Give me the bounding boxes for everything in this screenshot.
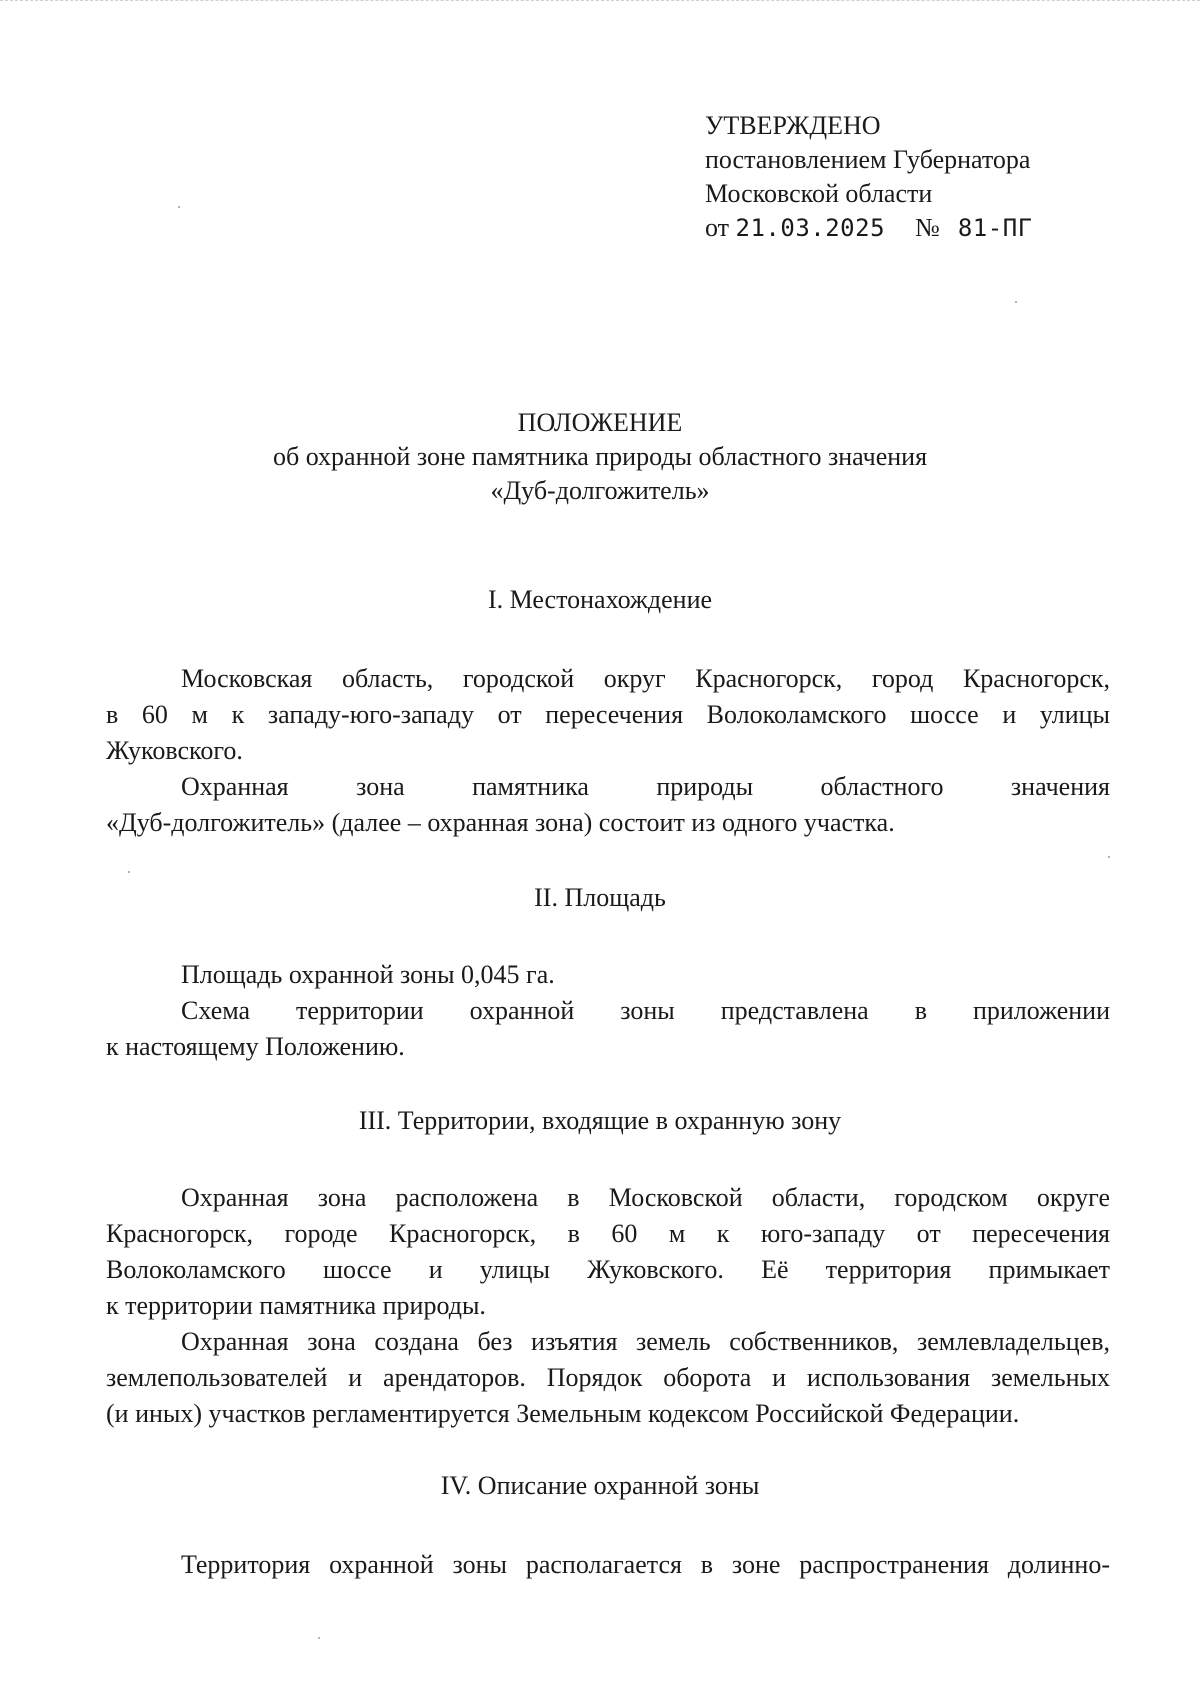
paragraph-line: (и иных) участков регламентируется Земельным кодексом Российской Федерации. [106, 1399, 1020, 1428]
paragraph-line: Схема территории охранной зоны представлена в приложении [181, 996, 1110, 1025]
approval-block [705, 109, 1033, 245]
paragraph-line: Территория охранной зоны располагается в зоне распространения долинно- [181, 1550, 1110, 1579]
paragraph-line: Охранная зона расположена в Московской области, городском округе [181, 1183, 1110, 1212]
section-1-paragraph-1 [106, 661, 1110, 769]
paragraph-line: Охранная зона памятника природы областного значения [181, 772, 1110, 801]
section-2-paragraph-2 [106, 993, 1110, 1065]
approval-date: 21.03.2025 [735, 214, 886, 242]
approval-number-sign: № [915, 213, 940, 242]
section-3-paragraph-2 [106, 1324, 1110, 1432]
approval-date-line [705, 211, 1033, 245]
scan-speck [1015, 301, 1017, 303]
section-4-paragraph-1 [106, 1547, 1110, 1583]
paragraph-line: Охранная зона создана без изъятия земель собственников, землевладельцев, [181, 1327, 1110, 1356]
section-1-heading: I. Местонахождение [487, 585, 713, 614]
section-2-paragraph-1 [106, 957, 1110, 993]
section-1-paragraph-2 [106, 769, 1110, 841]
section-3-heading: III. Территории, входящие в охранную зону [358, 1106, 842, 1135]
title-subject: об охранной зоне памятника природы областного значения [272, 442, 928, 471]
title-main: ПОЛОЖЕНИЕ [517, 408, 683, 437]
approval-number: 81-ПГ [957, 214, 1033, 242]
paragraph-line: землепользователей и арендаторов. Порядок оборота и использования земельных [106, 1363, 1110, 1392]
title-object-name: «Дуб-долгожитель» [490, 476, 710, 505]
approval-region: Московской области [705, 179, 933, 208]
approval-date-prefix: от [705, 213, 730, 242]
paragraph-line: «Дуб-долгожитель» (далее – охранная зона) состоит из одного участка. [106, 808, 895, 837]
scan-speck [1108, 856, 1110, 858]
section-2-heading: II. Площадь [534, 883, 666, 912]
paragraph-line: Волоколамского шоссе и улицы Жуковского. Её территория примыкает [106, 1255, 1110, 1284]
paragraph-line: к территории памятника природы. [106, 1291, 486, 1320]
approval-heading: УТВЕРЖДЕНО [705, 111, 881, 140]
paragraph-line: Жуковского. [106, 736, 243, 765]
scan-speck [178, 206, 180, 208]
approval-authority: постановлением Губернатора [705, 145, 1031, 174]
section-3-paragraph-1 [106, 1180, 1110, 1324]
paragraph-line: Красногорск, городе Красногорск, в 60 м к юго-западу от пересечения [106, 1219, 1110, 1248]
paragraph-line: к настоящему Положению. [106, 1032, 405, 1061]
paragraph-line: Площадь охранной зоны 0,045 га. [181, 960, 555, 989]
paragraph-line: в 60 м к западу-юго-западу от пересечения Волоколамского шоссе и улицы [106, 700, 1110, 729]
document-title [0, 406, 1200, 508]
scan-speck [318, 1637, 320, 1639]
scan-speck [128, 871, 130, 873]
paragraph-line: Московская область, городской округ Красногорск, город Красногорск, [181, 664, 1110, 693]
section-4-heading: IV. Описание охранной зоны [440, 1471, 760, 1500]
